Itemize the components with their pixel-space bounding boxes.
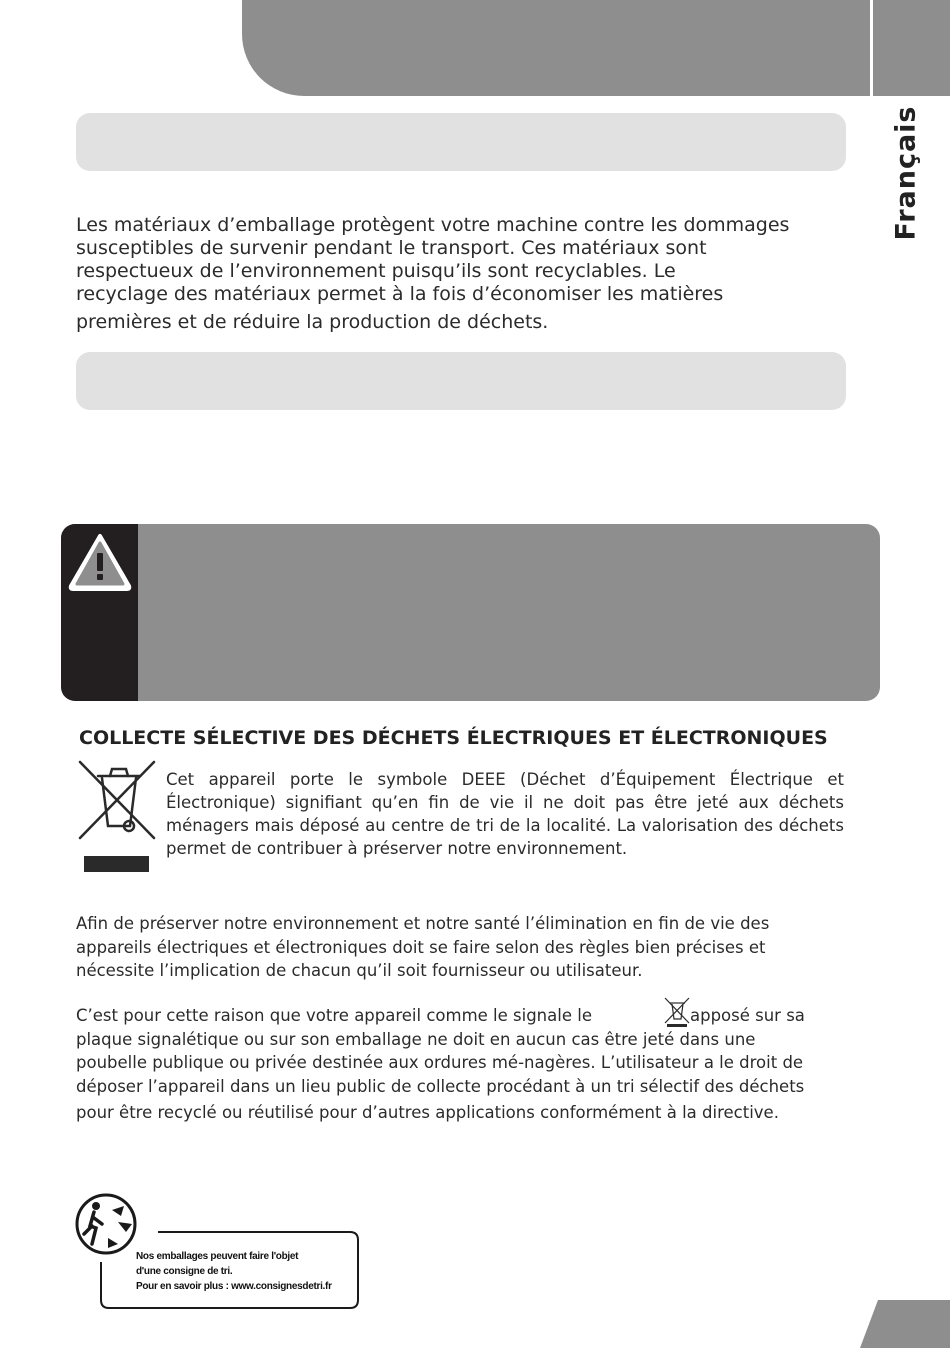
disposal-line: plaque signalétique ou sur son emballage ne doit en aucun cas être jeté dans une: [76, 1029, 756, 1049]
packaging-line: premières et de réduire la production de déchets.: [76, 311, 549, 333]
weee-description: Cet appareil porte le symbole DEEE (Déchet d’Équipement Électrique et Électronique) signifiant qu’en fin de vie il ne doit pas être jeté aux déchets ménagers mais déposé au centre de tri de la localité. La valorisation des déchets permet de contribuer à préserver notre environnement.: [166, 770, 844, 858]
disposal-line: poubelle publique ou privée destinée aux ordures mé-nagères. L’utilisateur a le droit de: [76, 1053, 804, 1072]
language-text: Français: [890, 105, 922, 241]
packaging-line: Les matériaux d’emballage protègent votre machine contre les dommages: [76, 214, 790, 236]
triman-recycle-icon: [74, 1192, 142, 1256]
packaging-line: respectueux de l’environnement puisqu’ils sont recyclables. Le: [76, 260, 676, 282]
packaging-line: recyclage des matériaux permet à la fois d’économiser les matières: [76, 283, 724, 305]
header-band: [242, 0, 870, 96]
triman-line: Nos emballages peuvent faire l'objet: [136, 1251, 299, 1262]
disposal-line: déposer l’appareil dans un lieu public de collecte procédant à un tri sélectif des déchets: [76, 1076, 805, 1096]
disposal-line: pour être recyclé ou réutilisé pour d’autres applications conformément à la directive.: [76, 1103, 779, 1122]
section-heading-bar: [76, 352, 846, 410]
disposal-paragraph: [76, 997, 851, 1125]
packaging-paragraph: [76, 214, 836, 334]
warning-box: [61, 524, 880, 701]
crossed-out-bin-icon: [78, 760, 156, 874]
disposal-line-start: C’est pour cette raison que votre appareil comme le signale le: [76, 1006, 592, 1025]
header-tab: [873, 0, 950, 96]
triman-line: Pour en savoir plus : www.consignesdetri.fr: [136, 1281, 332, 1292]
page-corner-tab: [860, 1300, 950, 1348]
environment-paragraph: [76, 912, 846, 983]
warning-icon: [68, 532, 132, 592]
environment-line: appareils électriques et électroniques doit se faire selon des règles bien précises et: [76, 937, 766, 957]
triman-notice: [136, 1249, 356, 1294]
environment-line: nécessite l’implication de chacun qu’il soit fournisseur ou utilisateur.: [76, 961, 643, 980]
packaging-line: susceptibles de survenir pendant le transport. Ces matériaux sont: [76, 237, 707, 259]
small-crossed-bin-icon: [664, 997, 690, 1027]
environment-line: Afin de préserver notre environnement et notre santé l’élimination en fin de vie des: [76, 914, 770, 933]
language-label: [866, 105, 946, 241]
weee-section-title: COLLECTE SÉLECTIVE DES DÉCHETS ÉLECTRIQUES ET ÉLECTRONIQUES: [79, 727, 828, 749]
warning-side-panel: [61, 524, 138, 701]
triman-line: d'une consigne de tri.: [136, 1266, 233, 1277]
section-heading-bar: [76, 113, 846, 171]
disposal-line-end: apposé sur sa: [689, 1006, 805, 1025]
